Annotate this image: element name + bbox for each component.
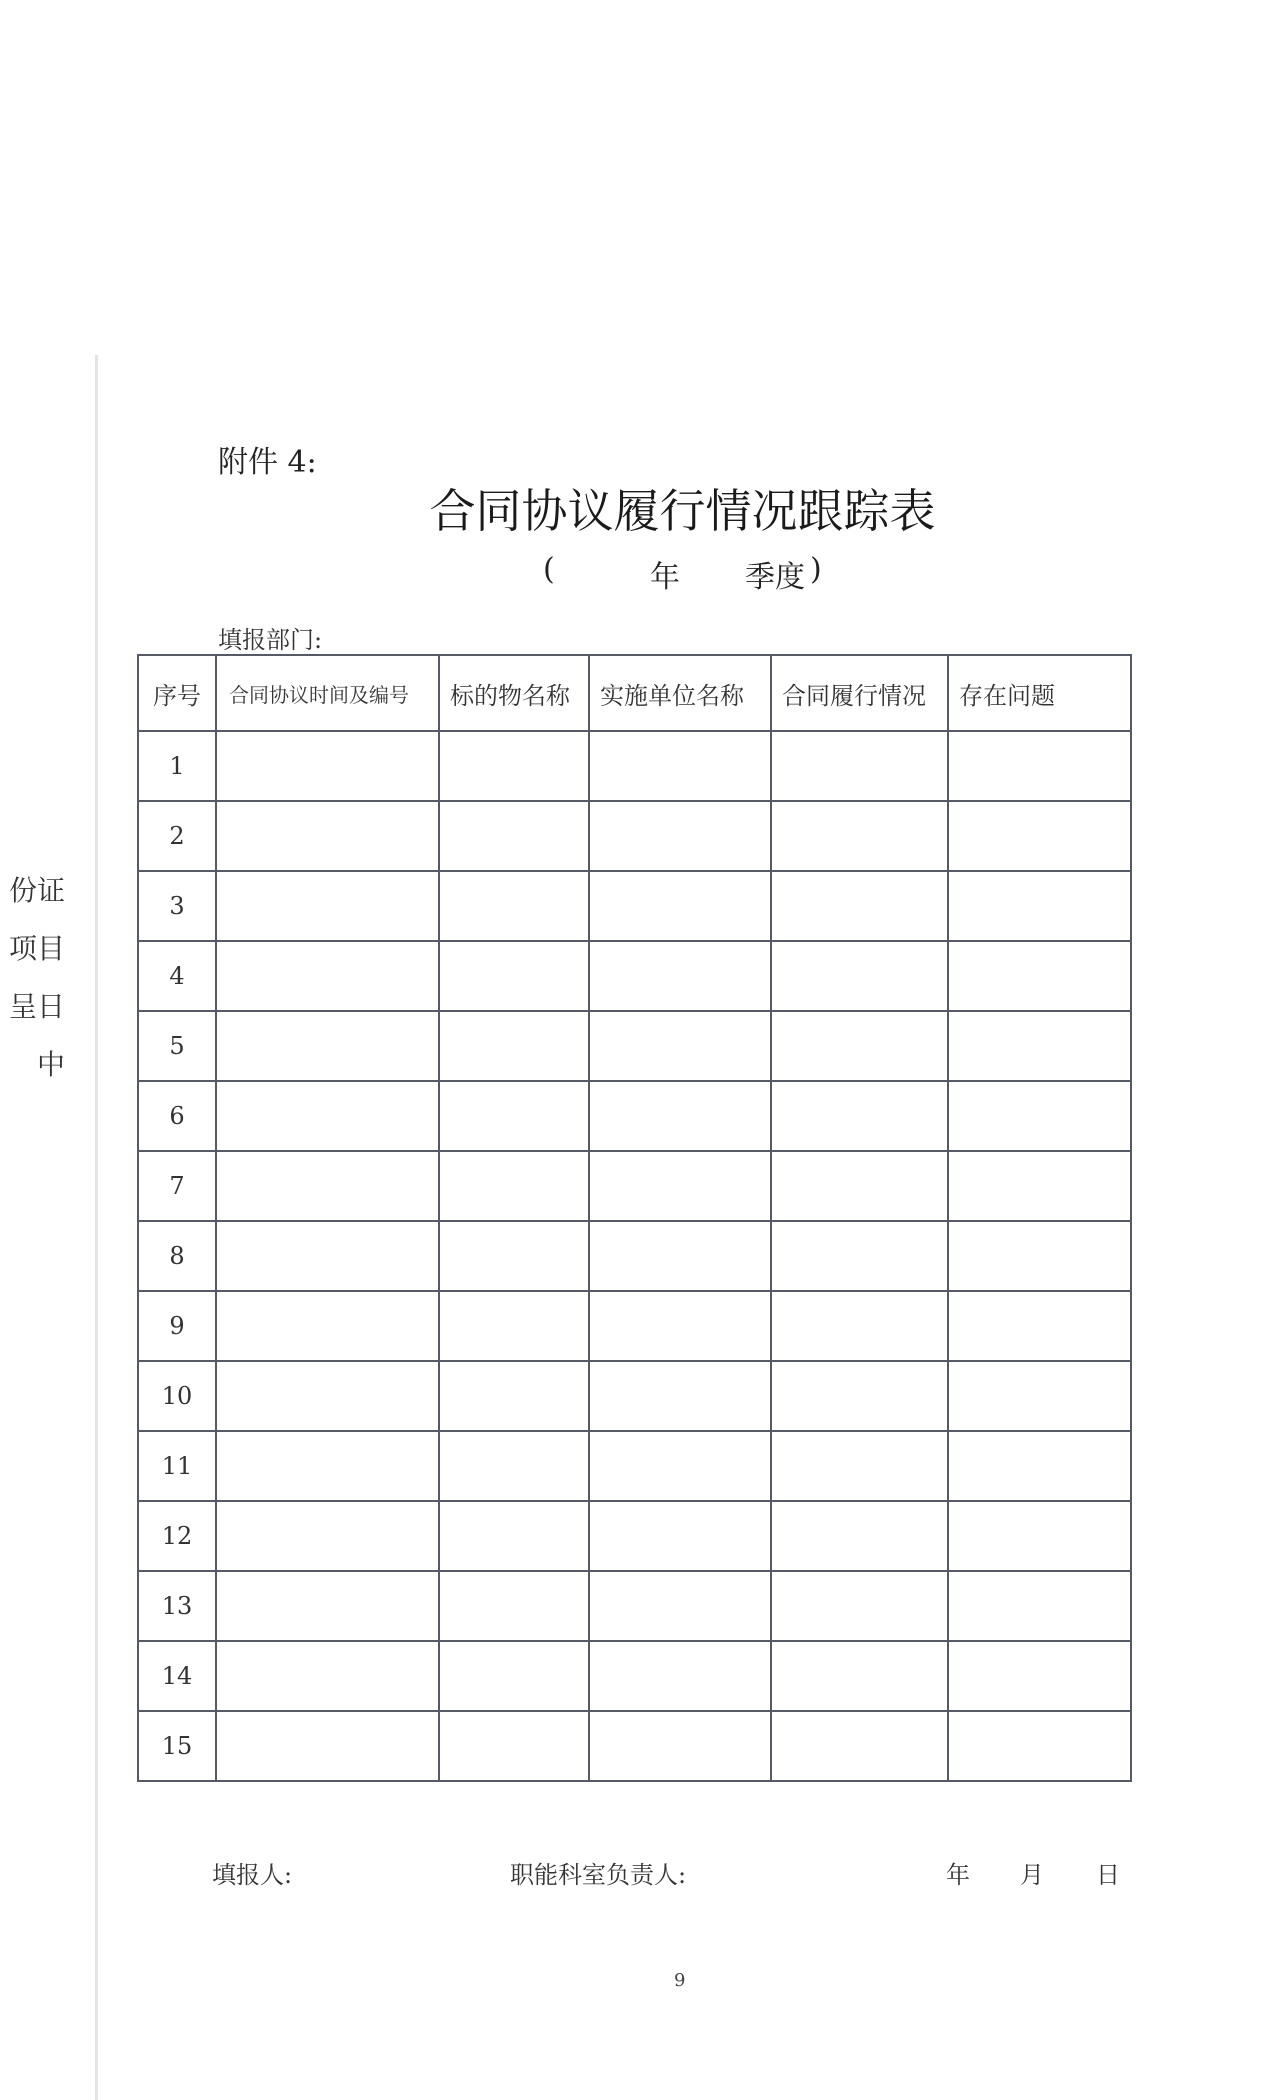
empty-cell: [589, 801, 771, 871]
header-contract-time-number: 合同协议时间及编号: [216, 655, 439, 731]
empty-cell: [439, 1641, 589, 1711]
empty-cell: [948, 1011, 1131, 1081]
empty-cell: [439, 1011, 589, 1081]
empty-cell: [216, 1151, 439, 1221]
empty-cell: [216, 1711, 439, 1781]
subtitle-year: 年: [650, 560, 680, 595]
side-char: 呈: [8, 990, 37, 1023]
empty-cell: [216, 1011, 439, 1081]
table-row: [138, 1011, 1131, 1081]
empty-cell: [439, 1221, 589, 1291]
row-number-cell: 4: [138, 941, 216, 1011]
empty-cell: [216, 941, 439, 1011]
empty-cell: [771, 1711, 948, 1781]
empty-cell: [948, 1431, 1131, 1501]
side-char: 项: [8, 932, 37, 965]
empty-cell: [439, 1361, 589, 1431]
empty-cell: [216, 871, 439, 941]
row-number-cell: 5: [138, 1011, 216, 1081]
table-row: [138, 1431, 1131, 1501]
empty-cell: [439, 871, 589, 941]
side-char: 目: [36, 932, 65, 965]
empty-cell: [771, 1011, 948, 1081]
row-number-cell: 7: [138, 1151, 216, 1221]
date-day: 日: [1096, 1861, 1120, 1889]
empty-cell: [589, 1011, 771, 1081]
empty-cell: [771, 1081, 948, 1151]
empty-cell: [216, 1641, 439, 1711]
empty-cell: [439, 801, 589, 871]
row-number-cell: 14: [138, 1641, 216, 1711]
document-title: 合同协议履行情况跟踪表: [429, 484, 936, 538]
empty-cell: [589, 731, 771, 801]
empty-cell: [589, 1431, 771, 1501]
empty-cell: [216, 1571, 439, 1641]
table-row: [138, 1081, 1131, 1151]
header-subject-name: 标的物名称: [439, 655, 589, 731]
table-row: [138, 1221, 1131, 1291]
side-char: 日: [36, 990, 65, 1023]
empty-cell: [589, 1711, 771, 1781]
empty-cell: [216, 1361, 439, 1431]
empty-cell: [771, 801, 948, 871]
empty-cell: [771, 1501, 948, 1571]
empty-cell: [589, 871, 771, 941]
row-number-cell: 15: [138, 1711, 216, 1781]
table-row: [138, 1501, 1131, 1571]
empty-cell: [589, 1501, 771, 1571]
empty-cell: [439, 941, 589, 1011]
empty-cell: [948, 871, 1131, 941]
side-char: 中: [36, 1048, 65, 1081]
row-number-cell: 11: [138, 1431, 216, 1501]
empty-cell: [216, 1221, 439, 1291]
empty-cell: [948, 1221, 1131, 1291]
binding-margin-line: [95, 355, 98, 2100]
empty-cell: [771, 871, 948, 941]
empty-cell: [439, 1151, 589, 1221]
header-implementing-unit: 实施单位名称: [589, 655, 771, 731]
side-char: 证: [36, 874, 65, 907]
empty-cell: [589, 1641, 771, 1711]
empty-cell: [948, 941, 1131, 1011]
empty-cell: [948, 731, 1131, 801]
table-row: [138, 1291, 1131, 1361]
empty-cell: [216, 801, 439, 871]
header-performance-status: 合同履行情况: [771, 655, 948, 731]
table-row: [138, 1571, 1131, 1641]
row-number-cell: 8: [138, 1221, 216, 1291]
empty-cell: [589, 1361, 771, 1431]
empty-cell: [439, 1291, 589, 1361]
empty-cell: [948, 1291, 1131, 1361]
empty-cell: [771, 1571, 948, 1641]
empty-cell: [948, 1711, 1131, 1781]
empty-cell: [948, 1151, 1131, 1221]
empty-cell: [771, 1291, 948, 1361]
row-number-cell: 9: [138, 1291, 216, 1361]
header-existing-issues: 存在问题: [948, 655, 1131, 731]
empty-cell: [771, 1641, 948, 1711]
empty-cell: [589, 1291, 771, 1361]
table-row: [138, 1361, 1131, 1431]
empty-cell: [216, 1081, 439, 1151]
row-number-cell: 6: [138, 1081, 216, 1151]
row-number-cell: 1: [138, 731, 216, 801]
subtitle-close-paren: ): [810, 552, 822, 587]
empty-cell: [439, 1711, 589, 1781]
empty-cell: [439, 1431, 589, 1501]
page-number: 9: [674, 1970, 686, 1991]
filler-label: 填报人:: [212, 1861, 293, 1889]
empty-cell: [771, 1151, 948, 1221]
empty-cell: [771, 731, 948, 801]
subtitle-quarter: 季度: [745, 560, 805, 595]
row-number-cell: 2: [138, 801, 216, 871]
row-number-cell: 12: [138, 1501, 216, 1571]
empty-cell: [439, 731, 589, 801]
tracking-table: [137, 654, 1132, 1782]
attachment-label: 附件 4:: [218, 445, 317, 480]
table-row: [138, 871, 1131, 941]
empty-cell: [589, 1151, 771, 1221]
date-month: 月: [1020, 1861, 1044, 1889]
side-text-right: [34, 862, 68, 1094]
empty-cell: [948, 1641, 1131, 1711]
empty-cell: [216, 1291, 439, 1361]
empty-cell: [216, 1431, 439, 1501]
date-year: 年: [946, 1861, 970, 1889]
table-row: [138, 801, 1131, 871]
table-row: [138, 1711, 1131, 1781]
table-header-row: [138, 655, 1131, 731]
empty-cell: [589, 1221, 771, 1291]
empty-cell: [771, 1221, 948, 1291]
empty-cell: [589, 1081, 771, 1151]
empty-cell: [771, 1431, 948, 1501]
empty-cell: [948, 1571, 1131, 1641]
empty-cell: [771, 1361, 948, 1431]
empty-cell: [948, 1361, 1131, 1431]
empty-cell: [589, 1571, 771, 1641]
reporting-department-label: 填报部门:: [218, 626, 323, 654]
empty-cell: [439, 1081, 589, 1151]
department-head-label: 职能科室负责人:: [510, 1861, 687, 1889]
empty-cell: [216, 1501, 439, 1571]
empty-cell: [771, 941, 948, 1011]
empty-cell: [948, 1501, 1131, 1571]
row-number-cell: 13: [138, 1571, 216, 1641]
empty-cell: [439, 1501, 589, 1571]
table-row: [138, 731, 1131, 801]
empty-cell: [948, 801, 1131, 871]
empty-cell: [589, 941, 771, 1011]
row-number-cell: 3: [138, 871, 216, 941]
table-row: [138, 1641, 1131, 1711]
table-row: [138, 941, 1131, 1011]
row-number-cell: 10: [138, 1361, 216, 1431]
side-char: 份: [8, 874, 37, 907]
empty-cell: [948, 1081, 1131, 1151]
header-serial-number: 序号: [138, 655, 216, 731]
empty-cell: [439, 1571, 589, 1641]
empty-cell: [216, 731, 439, 801]
table-row: [138, 1151, 1131, 1221]
subtitle-open-paren: (: [543, 552, 555, 587]
